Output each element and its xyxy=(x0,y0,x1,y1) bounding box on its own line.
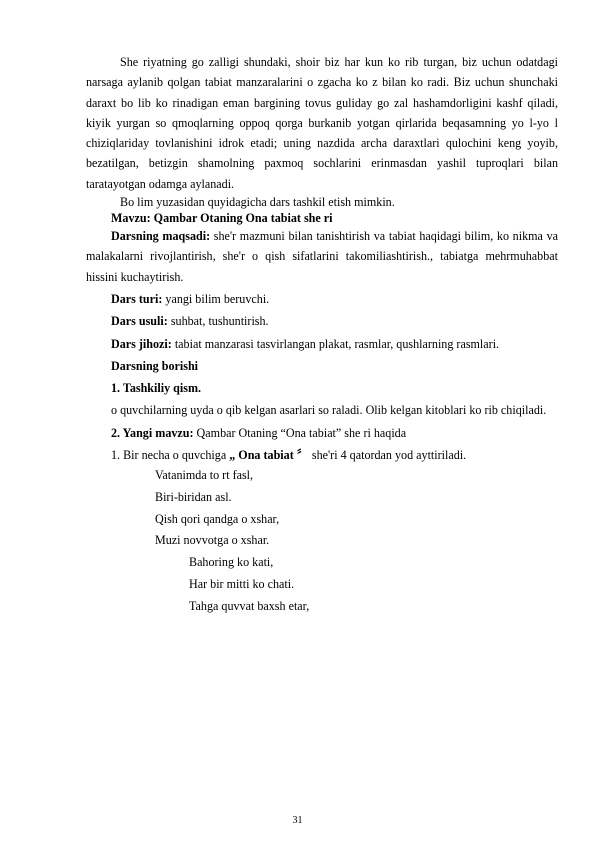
equipment-paragraph xyxy=(86,334,558,354)
page-body xyxy=(86,52,558,617)
poem-line: Har bir mitti ko chati. xyxy=(189,576,295,591)
method-text: suhbat, tushuntirish. xyxy=(167,314,269,329)
type-label: Dars turi: xyxy=(111,291,163,306)
topic-value: Qambar Otaning Ona tabiat she ri xyxy=(153,211,333,226)
poem-title: „ Ona tabiat 〞 xyxy=(229,448,309,463)
poem-line: Tahga quvvat baxsh etar, xyxy=(189,598,310,613)
poem-line: Bahoring ko kati, xyxy=(189,555,274,570)
poem-line: Muzi novvotga o xshar. xyxy=(155,533,270,548)
intro-paragraph: She riyatning go zalligi shundaki, shoir biz har kun ko rib turgan, biz uchun odatdagi narsaga aylanib qolgan tabiat manzaralarini o zgacha ko z bilan ko radi. Biz uchun shunchaki daraxt bo lib ko rinadigan eman bargining tovus guliday go zal hashamdorligini kashf qiladi, kiyik yurgan so qmoqlarning oppoq qorga burkanib yotgan qirlarida beqasamning yo l-yo l chiziqlariday tovlanishini idrok etadi; uning nazdida archa daraxtlari qulochini keng yoyib, bezatilgan, betizgin shamolning paxmoq sochlarini erinmasdan yashil tuproqlari bilan taratayotgan odamga aylanadi. xyxy=(86,55,558,191)
method-line xyxy=(86,311,558,331)
progress-heading: Darsning borishi xyxy=(111,358,199,373)
equipment-label: Dars jihozi: xyxy=(111,336,172,351)
poem-line: Qish qori qandga o xshar, xyxy=(155,511,280,526)
lesson-intro: Bo lim yuzasidan quyidagicha dars tashkil etish mimkin. xyxy=(120,195,395,210)
section2-text: Qambar Otaning “Ona tabiat” she ri haqida xyxy=(193,425,407,440)
topic-line xyxy=(86,210,558,226)
topic-label: Mavzu: xyxy=(111,211,151,226)
method-label: Dars usuli: xyxy=(111,314,168,329)
type-text: yangi bilim beruvchi. xyxy=(162,291,270,306)
page-number: 31 xyxy=(292,815,303,826)
section2-label: 2. Yangi mavzu: xyxy=(111,425,194,440)
section1-text: o quvchilarning uyda o qib kelgan asarlari so raladi. Olib kelgan kitoblari ko rib chiqiladi. xyxy=(111,403,547,418)
poem-line: Biri-biridan asl. xyxy=(155,490,232,505)
type-line xyxy=(86,289,558,309)
section1-heading: 1. Tashkiliy qism. xyxy=(111,381,202,396)
equipment-text: tabiat manzarasi tasvirlangan plakat, rasmlar, qushlarning rasmlari. xyxy=(171,336,500,351)
goal-text: she'r mazmuni bilan tanishtirish va tabiat haqidagi bilim, ko nikma va malakalarni rivojlantirish, she'r o qish sifatlarini takomiliashtirish., tabiatga mehrmuhabbat hissini kuchaytirish. xyxy=(86,229,559,284)
section2-line xyxy=(86,423,558,443)
goal-label: Darsning maqsadi: xyxy=(111,229,211,244)
task1-line: 1. Bir necha o quvchiga „ Ona tabiat 〞 she'ri 4 qatordan yod ayttiriladi. xyxy=(111,448,467,463)
poem-line: Vatanimda to rt fasl, xyxy=(155,468,254,483)
goal-paragraph xyxy=(86,226,558,287)
